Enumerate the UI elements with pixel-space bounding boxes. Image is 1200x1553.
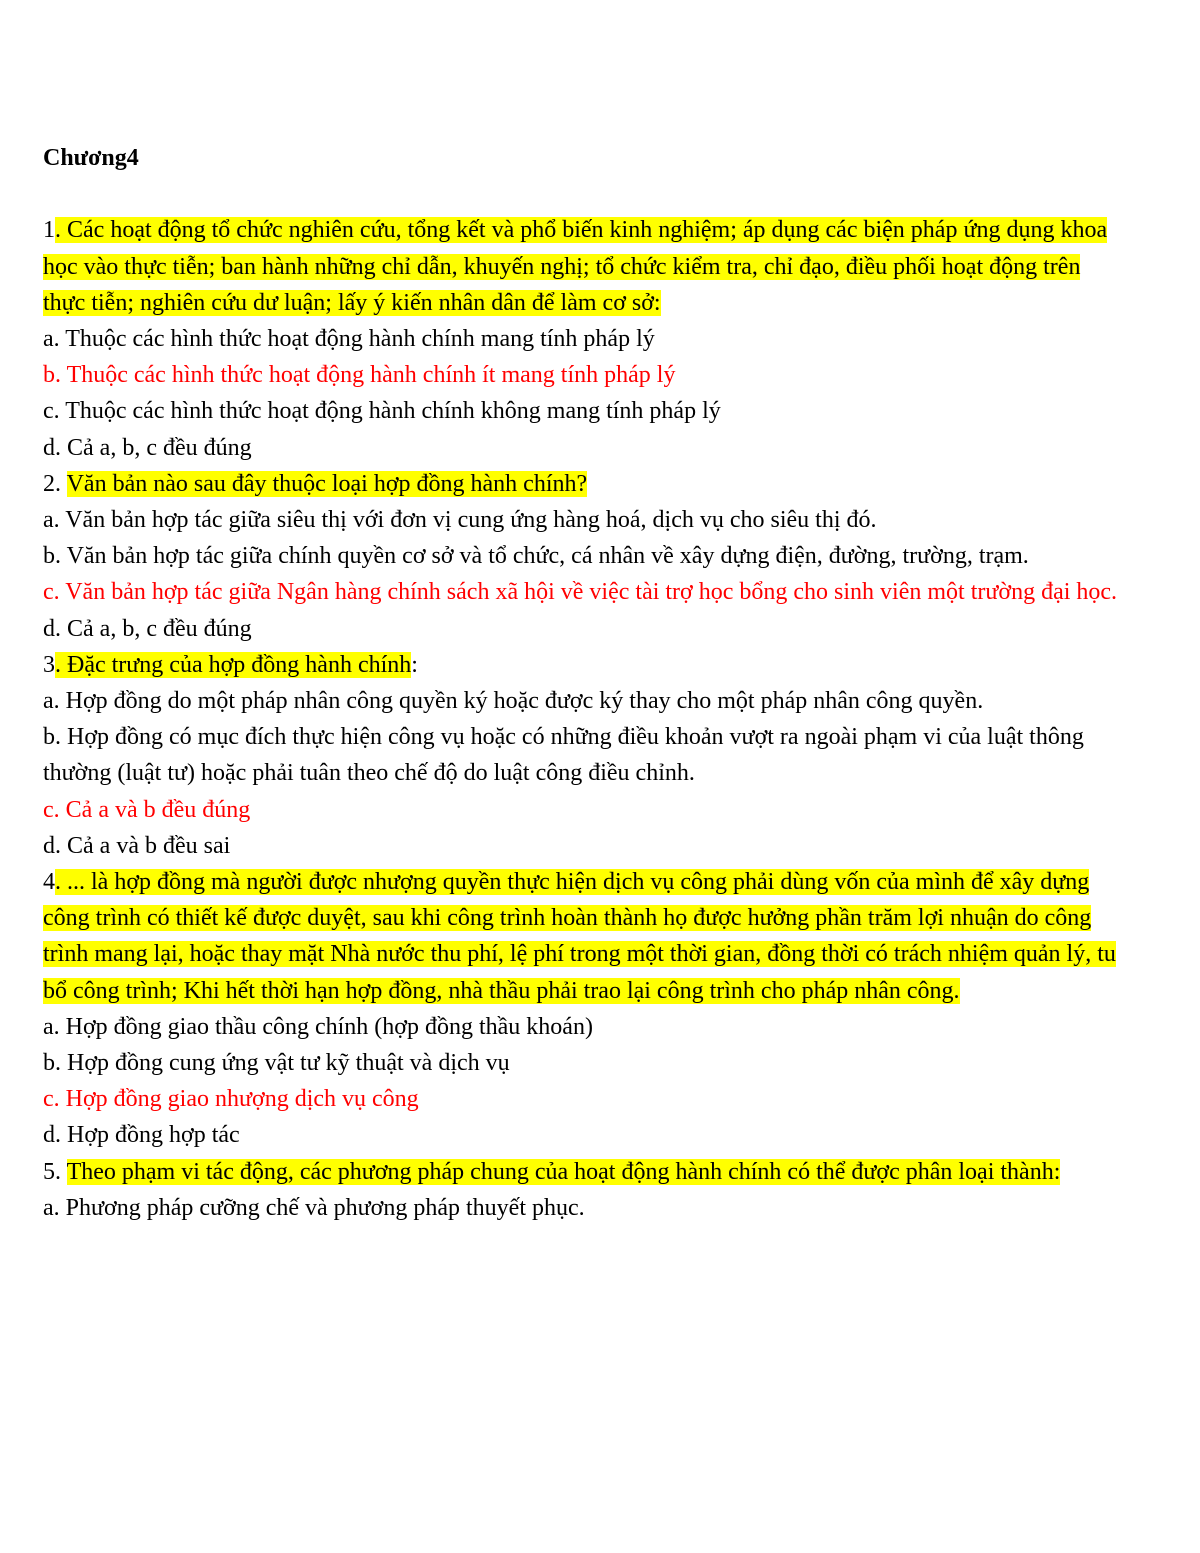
question-prompt: . Các hoạt động tổ chức nghiên cứu, tổng kết và phổ biến kinh nghiệm; áp dụng các biện pháp ứng dụng khoa học vào thực tiễn; ban hành những chỉ dẫn, khuyến nghị; tổ chức kiểm tra, chỉ đạo, điều phối hoạt động trên thực tiễn; nghiên cứu dư luận; lấy ý kiến nhân dân để làm cơ sở: [43,217,1108,316]
blank-line [43,176,1123,212]
answer-option: a. Phương pháp cưỡng chế và phương pháp thuyết phục. [43,1194,585,1221]
answer-option: a. Hợp đồng giao thầu công chính (hợp đồng thầu khoán) [43,1013,593,1040]
question-3 [43,647,1123,683]
answer-option: d. Hợp đồng hợp tác [43,1122,240,1149]
question-4 [43,864,1123,1009]
correct-answer-option: c. Hợp đồng giao nhượng dịch vụ công [43,1086,419,1113]
answer-option: b. Hợp đồng cung ứng vật tư kỹ thuật và dịch vụ [43,1050,510,1077]
question-2 [43,466,1123,502]
question-number: 4 [43,869,55,896]
question-5 [43,1154,1123,1190]
answer-option: b. Hợp đồng có mục đích thực hiện công vụ hoặc có những điều khoản vượt ra ngoài phạm vi của luật thông thường (luật tư) hoặc phải tuân theo chế độ do luật công điều chỉnh. [43,724,1084,787]
answer-option: a. Thuộc các hình thức hoạt động hành chính mang tính pháp lý [43,325,655,352]
question-number: 3 [43,651,55,678]
answer-option: a. Hợp đồng do một pháp nhân công quyền ký hoặc được ký thay cho một pháp nhân công quyền. [43,688,984,715]
answer-option: d. Cả a, b, c đều đúng [43,434,252,461]
question-number: 2. [43,470,67,497]
correct-answer-option: b. Thuộc các hình thức hoạt động hành chính ít mang tính pháp lý [43,362,676,389]
question-suffix: : [411,651,418,678]
correct-answer-option: c. Cả a và b đều đúng [43,796,251,823]
question-prompt: . ... là hợp đồng mà người được nhượng quyền thực hiện dịch vụ công phải dùng vốn của mình để xây dựng công trình có thiết kế được duyệt, sau khi công trình hoàn thành họ được hưởng phần trăm lợi nhuận do công trình mang lại, hoặc thay mặt Nhà nước thu phí, lệ phí trong một thời gian, đồng thời có trách nhiệm quản lý, tu bổ công trình; Khi hết thời hạn hợp đồng, nhà thầu phải trao lại công trình cho pháp nhân công. [43,869,1116,1004]
document-page [43,140,1123,1226]
answer-option: d. Cả a và b đều sai [43,832,231,859]
question-number: 1 [43,217,55,244]
question-prompt: . Đặc trưng của hợp đồng hành chính [55,651,412,678]
chapter-title: Chương4 [43,145,139,171]
answer-option: a. Văn bản hợp tác giữa siêu thị với đơn vị cung ứng hàng hoá, dịch vụ cho siêu thị đó. [43,507,877,533]
question-prompt: Văn bản nào sau đây thuộc loại hợp đồng hành chính? [66,470,588,497]
question-prompt: Theo phạm vi tác động, các phương pháp chung của hoạt động hành chính có thể được phân loại thành: [66,1158,1061,1185]
answer-option: c. Thuộc các hình thức hoạt động hành chính không mang tính pháp lý [43,398,721,425]
question-1 [43,212,1123,321]
answer-option: d. Cả a, b, c đều đúng [43,615,252,642]
answer-option: b. Văn bản hợp tác giữa chính quyền cơ sở và tổ chức, cá nhân về xây dựng điện, đường, trường, trạm. [43,543,1029,570]
question-number: 5. [43,1158,67,1185]
correct-answer-option: c. Văn bản hợp tác giữa Ngân hàng chính sách xã hội về việc tài trợ học bổng cho sinh viên một trường đại học. [43,579,1118,606]
